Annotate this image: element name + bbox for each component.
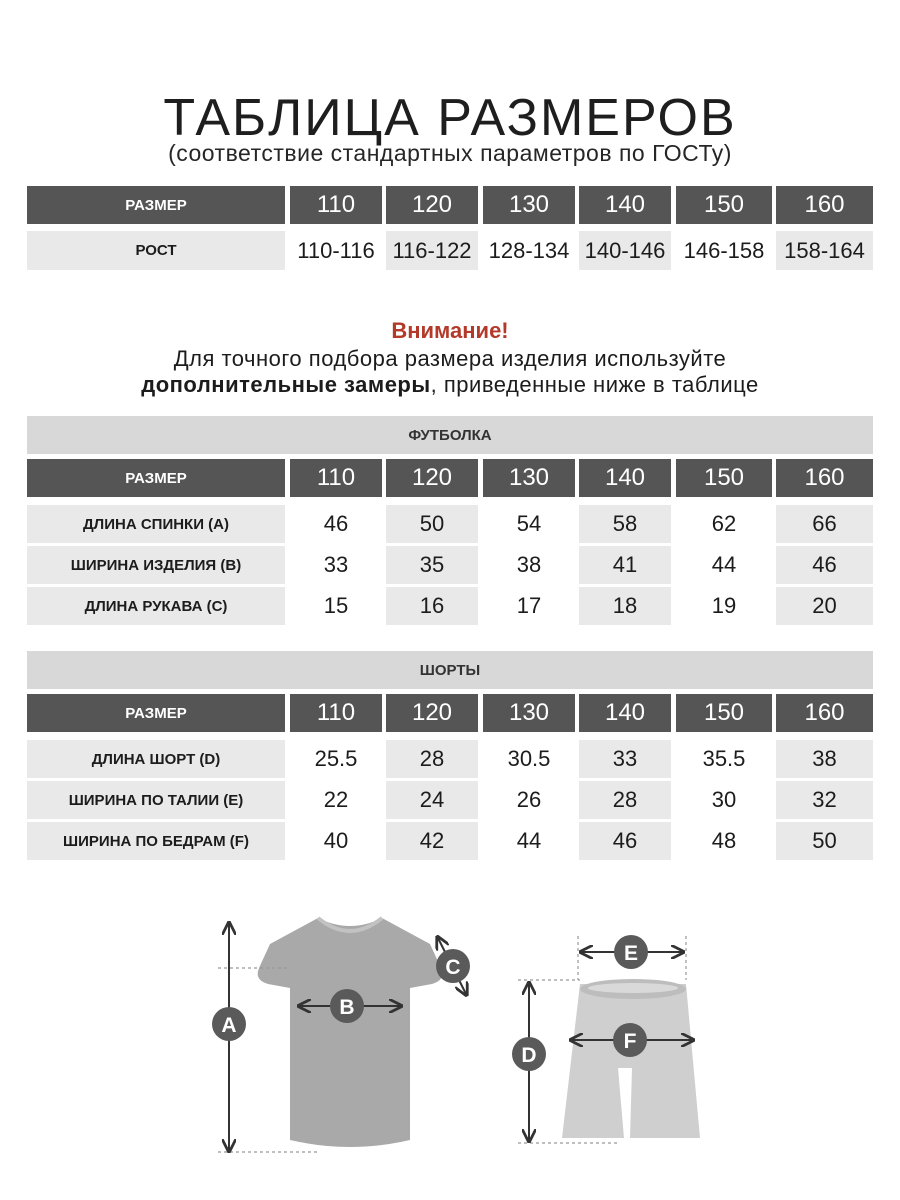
height-label: РОСТ [27,231,285,270]
shorts-row-label: ШИРИНА ПО ТАЛИИ (E) [27,781,285,819]
shorts-row-label: ШИРИНА ПО БЕДРАМ (F) [27,822,285,860]
shorts-section-title: ШОРТЫ [27,651,873,689]
height-cell: 110-116 [290,231,382,270]
tshirt-row-label: ДЛИНА РУКАВА (С) [27,587,285,625]
notice-rest: , приведенные ниже в таблице [430,372,759,397]
size-cell: 110 [290,186,382,224]
notice-title: Внимание! [391,318,509,343]
size-label: РАЗМЕР [27,186,285,224]
tshirt-cell: 50 [386,505,478,543]
height-cell: 140-146 [579,231,671,270]
tshirt-cell: 46 [290,505,382,543]
shorts-cell: 44 [483,822,575,860]
shorts-cell: 28 [386,740,478,778]
tshirt-cell: 17 [483,587,575,625]
shorts-cell: 33 [579,740,671,778]
height-cell: 128-134 [483,231,575,270]
marker-d [512,1037,546,1071]
tshirt-size-label: РАЗМЕР [27,459,285,497]
tshirt-row-label: ШИРИНА ИЗДЕЛИЯ (В) [27,546,285,584]
shorts-cell: 50 [776,822,873,860]
size-cell: 150 [676,694,772,732]
shorts-cell: 22 [290,781,382,819]
tshirt-cell: 35 [386,546,478,584]
shorts-cell: 24 [386,781,478,819]
shorts-cell: 25.5 [290,740,382,778]
svg-text:B: B [339,996,355,1019]
shorts-icon [562,979,700,1138]
size-cell: 120 [386,694,478,732]
marker-f [613,1023,647,1057]
size-cell: 120 [386,186,478,224]
tshirt-cell: 20 [776,587,873,625]
shorts-cell: 30.5 [483,740,575,778]
size-cell: 120 [386,459,478,497]
tshirt-cell: 62 [676,505,772,543]
tshirt-cell: 66 [776,505,873,543]
tshirt-cell: 41 [579,546,671,584]
tshirt-cell: 58 [579,505,671,543]
height-cell: 116-122 [386,231,478,270]
shorts-cell: 32 [776,781,873,819]
size-cell: 160 [776,186,873,224]
size-cell: 150 [676,186,772,224]
notice-line-1: Для точного подбора размера изделия используйте [173,346,727,371]
size-cell: 140 [579,694,671,732]
svg-text:E: E [623,942,639,965]
size-cell: 130 [483,459,575,497]
tshirt-cell: 15 [290,587,382,625]
svg-text:F: F [623,1030,637,1053]
tshirt-cell: 54 [483,505,575,543]
tshirt-cell: 16 [386,587,478,625]
shorts-cell: 38 [776,740,873,778]
shorts-cell: 35.5 [676,740,772,778]
size-cell: 110 [290,459,382,497]
shorts-cell: 40 [290,822,382,860]
size-cell: 160 [776,694,873,732]
marker-e [614,935,648,969]
size-cell: 110 [290,694,382,732]
shorts-cell: 46 [579,822,671,860]
svg-text:A: A [221,1014,237,1037]
svg-text:C: C [445,956,461,979]
shorts-size-label: РАЗМЕР [27,694,285,732]
tshirt-cell: 19 [676,587,772,625]
height-cell: 158-164 [776,231,873,270]
notice-bold: дополнительные замеры [141,372,431,397]
tshirt-section-title: ФУТБОЛКА [27,416,873,454]
shorts-row-label: ДЛИНА ШОРТ (D) [27,740,285,778]
tshirt-cell: 33 [290,546,382,584]
shorts-cell: 42 [386,822,478,860]
tshirt-cell: 18 [579,587,671,625]
shorts-cell: 28 [579,781,671,819]
svg-text:D: D [521,1044,537,1067]
marker-a [212,1007,246,1041]
size-cell: 150 [676,459,772,497]
page-subtitle: (соответствие стандартных параметров по ГОСТу) [168,140,732,166]
size-cell: 130 [483,186,575,224]
size-cell: 140 [579,186,671,224]
tshirt-cell: 46 [776,546,873,584]
tshirt-icon [258,918,443,1147]
size-cell: 140 [579,459,671,497]
marker-c [436,949,470,983]
shorts-cell: 30 [676,781,772,819]
shorts-cell: 26 [483,781,575,819]
shorts-cell: 48 [676,822,772,860]
page-title: ТАБЛИЦА РАЗМЕРОВ [163,89,737,147]
tshirt-row-label: ДЛИНА СПИНКИ (А) [27,505,285,543]
size-cell: 130 [483,694,575,732]
tshirt-cell: 44 [676,546,772,584]
height-cell: 146-158 [676,231,772,270]
tshirt-cell: 38 [483,546,575,584]
size-cell: 160 [776,459,873,497]
marker-b [330,989,364,1023]
